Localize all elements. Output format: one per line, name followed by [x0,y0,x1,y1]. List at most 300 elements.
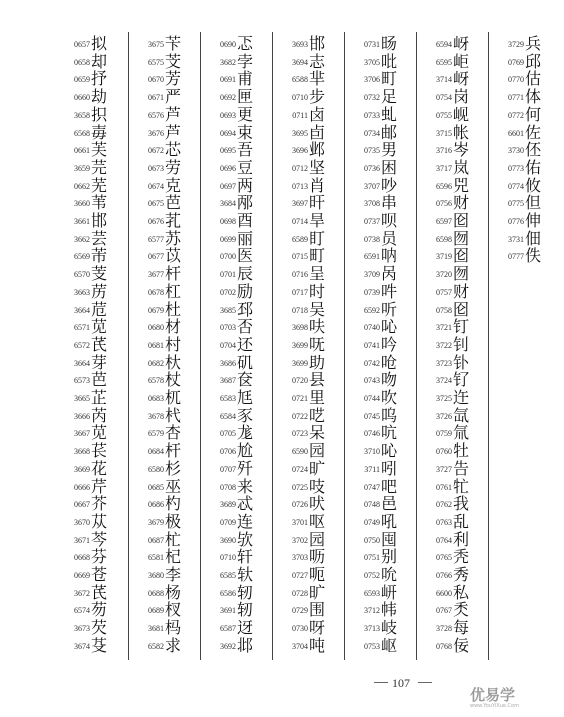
entry-index: 6600 [436,588,452,598]
entry-index: 3679 [148,517,164,527]
entry-index: 0662 [74,181,90,191]
entry-character: 呓 [309,405,328,425]
entry-index: 6577 [148,234,164,244]
entry-index: 3727 [436,464,452,474]
entry-index: 0762 [436,500,452,510]
entry-index: 0738 [364,234,380,244]
table-row [424,636,492,656]
entry-character: 苡 [165,246,184,266]
entry-index: 0689 [148,606,164,616]
entry-index: 0729 [292,606,308,616]
column-divider [488,32,489,660]
entry-index: 3710 [364,447,380,457]
entry-character: 兕 [453,175,472,195]
entry-character: 坚 [309,157,328,177]
entry-character: 杆 [165,264,184,284]
entry-index: 0714 [292,217,308,226]
entry-character: 来 [237,476,256,496]
entry-index: 0726 [292,500,308,510]
entry-index: 3673 [74,624,90,634]
entry-index: 3675 [148,40,164,49]
entry-index: 3699 [292,358,308,368]
entry-character: 克 [165,175,184,195]
column-divider [416,32,417,660]
entry-index: 3704 [292,641,308,651]
entry-index: 0745 [364,411,380,421]
entry-index: 0683 [148,394,164,403]
entry-character: 吨 [309,635,328,655]
entry-index: 3731 [508,234,524,244]
entry-character: 束 [237,122,256,142]
entry-index: 0761 [436,482,452,492]
entry-character: 佚 [525,246,544,266]
entry-character: 吧 [381,476,400,496]
entry-index: 6598 [436,234,452,244]
entry-character: 歼 [237,458,256,478]
entry-index: 0708 [220,482,236,492]
entry-character: 呛 [381,352,400,372]
entry-character: 芳 [165,69,184,89]
entry-index: 0658 [74,57,90,67]
column-group-6 [424,34,492,654]
entry-index: 3725 [436,394,452,403]
entry-character: 迕 [453,388,472,407]
entry-index: 0765 [436,553,452,563]
entry-character: 钌 [453,370,472,390]
entry-index: 3668 [74,447,90,457]
entry-character: 苌 [91,441,110,461]
entry-character: 囫 [453,228,472,248]
entry-index: 3693 [292,40,308,49]
entry-index: 0742 [364,358,380,368]
entry-character: 却 [91,51,110,71]
entry-index: 6590 [292,447,308,457]
entry-index: 0711 [292,110,308,120]
entry-character: 求 [165,635,184,655]
entry-index: 3694 [292,57,308,67]
entry-character: 吼 [381,511,400,531]
entry-character: 囵 [453,246,472,266]
entry-index: 6576 [148,110,164,120]
entry-character: 杩 [165,618,184,638]
entry-character: 芤 [165,211,184,230]
entry-character: 豆 [237,157,256,177]
entry-character: 町 [381,69,400,89]
entry-character: 员 [381,228,400,248]
entry-index: 0771 [508,93,524,103]
entry-character: 拟 [91,34,110,53]
entry-index: 3669 [74,464,90,474]
entry-index: 0660 [74,93,90,103]
entry-character: 丽 [237,228,256,248]
entry-index: 3689 [220,500,236,510]
entry-index: 0681 [148,340,164,350]
entry-index: 0701 [220,270,236,280]
entry-index: 6581 [148,553,164,563]
entry-character: 芾 [91,246,110,266]
entry-index: 6579 [148,429,164,439]
entry-character: 岚 [453,157,472,177]
entry-character: 里 [309,388,328,407]
entry-character: 呒 [309,334,328,354]
entry-index: 3659 [74,163,90,173]
entry-index: 0768 [436,641,452,651]
entry-index: 3720 [436,270,452,280]
entry-index: 0772 [508,110,524,120]
entry-index: 0724 [292,464,308,474]
entry-character: 卣 [309,122,328,142]
entry-index: 0684 [148,447,164,457]
entry-character: 攸 [525,175,544,195]
entry-character: 牤 [453,476,472,496]
entry-index: 0758 [436,305,452,315]
entry-index: 0743 [364,376,380,386]
entry-index: 3674 [74,641,90,651]
entry-index: 6571 [74,323,90,333]
entry-index: 3671 [74,535,90,545]
entry-index: 0659 [74,75,90,85]
entry-index: 0697 [220,181,236,191]
entry-character: 囫 [453,264,472,284]
page-number-dash-right [418,682,432,683]
entry-character: 忒 [237,494,256,514]
entry-character: 志 [309,51,328,71]
entry-index: 3719 [436,252,452,262]
entry-character: 邺 [309,140,328,160]
column-divider [200,32,201,660]
entry-index: 0766 [436,571,452,580]
entry-index: 3716 [436,146,452,156]
entry-character: 足 [381,87,400,107]
entry-character: 苊 [91,299,110,319]
entry-character: 尬 [237,441,256,461]
entry-character: 欤 [237,529,256,549]
entry-character: 李 [165,565,184,584]
entry-character: 步 [309,87,328,107]
entry-character: 豕 [237,405,256,425]
entry-index: 0730 [292,624,308,634]
entry-character: 邑 [381,494,400,514]
entry-index: 3715 [436,128,452,138]
entry-index: 0703 [220,323,236,333]
entry-index: 6572 [74,340,90,350]
entry-character: 芴 [91,600,110,620]
entry-character: 忑 [237,34,256,53]
entry-character: 伾 [525,140,544,160]
entry-index: 3666 [74,411,90,421]
entry-character: 苈 [91,281,110,301]
entry-index: 3713 [364,624,380,634]
entry-character: 财 [453,281,472,301]
entry-character: 矶 [237,352,256,372]
entry-index: 0695 [220,146,236,156]
entry-character: 杞 [165,547,184,567]
entry-character: 芷 [91,388,110,407]
entry-index: 6597 [436,217,452,226]
entry-index: 3714 [436,75,452,85]
entry-character: 告 [453,458,472,478]
entry-index: 0752 [364,571,380,580]
entry-index: 3667 [74,429,90,439]
entry-index: 0751 [364,553,380,563]
entry-character: 巫 [165,476,184,496]
entry-index: 3708 [364,199,380,209]
entry-character: 岍 [381,582,400,602]
entry-index: 0777 [508,252,524,262]
entry-character: 吡 [381,51,400,71]
entry-character: 芩 [91,529,110,549]
entry-character: 芬 [91,547,110,567]
entry-index: 0671 [148,93,164,103]
entry-character: 抒 [91,69,110,89]
entry-character: 苇 [91,193,110,213]
entry-index: 3701 [292,517,308,527]
entry-index: 0760 [436,447,452,457]
entry-character: 轫 [237,582,256,602]
entry-index: 3712 [364,606,380,616]
entry-index: 3717 [436,163,452,173]
entry-index: 3662 [74,234,90,244]
entry-index: 3709 [364,270,380,280]
entry-character: 呕 [309,511,328,531]
entry-index: 6596 [436,181,452,191]
entry-character: 芦 [165,104,184,124]
entry-character: 杈 [165,600,184,620]
column-group-1 [62,34,130,654]
entry-character: 芪 [91,334,110,354]
entry-index: 6582 [148,641,164,651]
entry-index: 0776 [508,217,524,226]
entry-character: 芽 [91,352,110,372]
column-group-2 [136,34,204,654]
entry-character: 芭 [165,193,184,213]
entry-index: 3699 [292,340,308,350]
entry-index: 0732 [364,93,380,103]
entry-character: 呖 [309,547,328,567]
entry-character: 县 [309,370,328,390]
entry-index: 0717 [292,287,308,297]
entry-character: 吟 [381,334,400,354]
entry-index: 0680 [148,323,164,333]
page-number-dash-left [374,682,388,683]
entry-character: 旷 [309,458,328,478]
entry-index: 0740 [364,323,380,333]
entry-character: 奁 [237,370,256,390]
table-row [62,636,130,656]
entry-index: 3703 [292,553,308,563]
column-divider [344,32,345,660]
entry-character: 苏 [165,228,184,248]
entry-character: 呋 [309,317,328,337]
entry-character: 花 [91,458,110,478]
entry-index: 6584 [220,411,236,421]
entry-character: 囵 [453,299,472,319]
entry-index: 3658 [74,110,90,120]
entry-index: 6573 [74,376,90,386]
entry-character: 帐 [453,122,472,142]
entry-character: 邯 [91,211,110,230]
entry-index: 6568 [74,128,90,138]
entry-index: 0686 [148,500,164,510]
entry-character: 轩 [237,547,256,567]
entry-index: 3663 [74,287,90,297]
entry-index: 3676 [148,128,164,138]
entry-index: 0669 [74,571,90,580]
entry-character: 吵 [381,175,400,195]
entry-index: 0736 [364,163,380,173]
entry-character: 盯 [309,228,328,248]
entry-character: 吣 [381,317,400,337]
entry-index: 0667 [74,500,90,510]
entry-index: 0737 [364,217,380,226]
entry-character: 吣 [381,441,400,461]
entry-index: 6592 [364,305,380,315]
entry-character: 芜 [91,175,110,195]
entry-character: 芹 [91,476,110,496]
entry-character: 呃 [309,565,328,584]
entry-character: 佑 [525,157,544,177]
entry-character: 苍 [91,565,110,584]
entry-index: 0720 [292,376,308,386]
entry-index: 0657 [74,40,90,49]
entry-index: 0731 [364,40,380,49]
entry-character: 呀 [309,618,328,638]
entry-index: 3665 [74,394,90,403]
entry-index: 0734 [364,128,380,138]
entry-character: 抧 [91,104,110,124]
entry-character: 我 [453,494,472,514]
entry-character: 邯 [309,34,328,53]
entry-character: 利 [453,529,472,549]
entry-character: 邳 [237,299,256,319]
entry-character: 财 [453,193,472,213]
entry-index: 3692 [220,641,236,651]
entry-character: 钉 [453,317,472,337]
entry-character: 邮 [381,122,400,142]
entry-index: 6595 [436,57,452,67]
entry-character: 旸 [381,34,400,53]
entry-index: 3664 [74,305,90,315]
entry-index: 0694 [220,128,236,138]
entry-index: 3697 [292,199,308,209]
entry-index: 0749 [364,517,380,527]
entry-character: 杠 [165,281,184,301]
entry-character: 囤 [381,529,400,549]
entry-character: 岑 [453,140,472,160]
entry-index: 3685 [220,305,236,315]
entry-character: 佞 [453,635,472,655]
entry-character: 苋 [91,423,110,443]
entry-character: 芈 [309,69,328,89]
entry-index: 0764 [436,535,452,545]
entry-index: 3729 [508,40,524,49]
entry-index: 3687 [220,376,236,386]
entry-character: 岠 [453,51,472,71]
entry-index: 3684 [220,199,236,209]
entry-index: 3682 [220,57,236,67]
entry-character: 匣 [237,87,256,107]
entry-character: 困 [381,157,400,177]
entry-character: 岖 [381,635,400,655]
entry-index: 0754 [436,93,452,103]
entry-index: 0673 [148,163,164,173]
entry-character: 帏 [381,600,400,620]
entry-index: 0698 [220,217,236,226]
entry-character: 岗 [453,87,472,107]
entry-index: 0757 [436,287,452,297]
entry-character: 兵 [525,34,544,53]
entry-character: 甫 [237,69,256,89]
entry-index: 0715 [292,252,308,262]
entry-character: 芯 [165,140,184,160]
entry-index: 3696 [292,146,308,156]
entry-index: 0691 [220,75,236,85]
entry-index: 0699 [220,234,236,244]
entry-character: 岈 [453,69,472,89]
entry-character: 吮 [381,565,400,584]
entry-character: 男 [381,140,400,160]
entry-index: 0725 [292,482,308,492]
entry-index: 6569 [74,252,90,262]
entry-index: 0676 [148,217,164,226]
entry-index: 6593 [364,588,380,598]
entry-character: 杉 [165,458,184,478]
entry-index: 0710 [220,553,236,563]
entry-index: 0763 [436,517,452,527]
entry-index: 0700 [220,252,236,262]
entry-index: 3672 [74,588,90,598]
entry-index: 6580 [148,464,164,474]
entry-index: 0692 [220,93,236,103]
table-row [280,636,348,656]
entry-character: 吲 [381,458,400,478]
entry-index: 0773 [508,163,524,173]
entry-index: 3678 [148,411,164,421]
entry-character: 助 [309,352,328,372]
entry-character: 呗 [381,211,400,230]
entry-character: 杖 [165,370,184,390]
entry-character: 邱 [525,51,544,71]
entry-character: 吴 [309,299,328,319]
column-group-7 [496,34,564,654]
entry-character: 苄 [165,34,184,53]
entry-index: 0769 [508,57,524,67]
entry-index: 0741 [364,340,380,350]
entry-character: 呜 [381,405,400,425]
entry-index: 0702 [220,287,236,297]
entry-character: 佃 [525,228,544,248]
entry-character: 还 [237,334,256,354]
entry-index: 0675 [148,199,164,209]
entry-index: 6578 [148,376,164,386]
entry-character: 尨 [237,423,256,443]
entry-index: 0710 [292,93,308,103]
entry-index: 0722 [292,411,308,421]
entry-index: 3721 [436,323,452,333]
entry-index: 3728 [436,624,452,634]
entry-index: 6586 [220,588,236,598]
table-row [496,246,564,266]
entry-index: 0706 [220,447,236,457]
column-divider [128,32,129,660]
entry-character: 秀 [453,565,472,584]
entry-character: 旱 [309,211,328,230]
entry-character: 严 [165,87,184,107]
entry-character: 私 [453,582,472,602]
entry-index: 0713 [292,181,308,191]
entry-index: 0747 [364,482,380,492]
watermark-url: www.YouYiXue.Com [470,703,519,709]
